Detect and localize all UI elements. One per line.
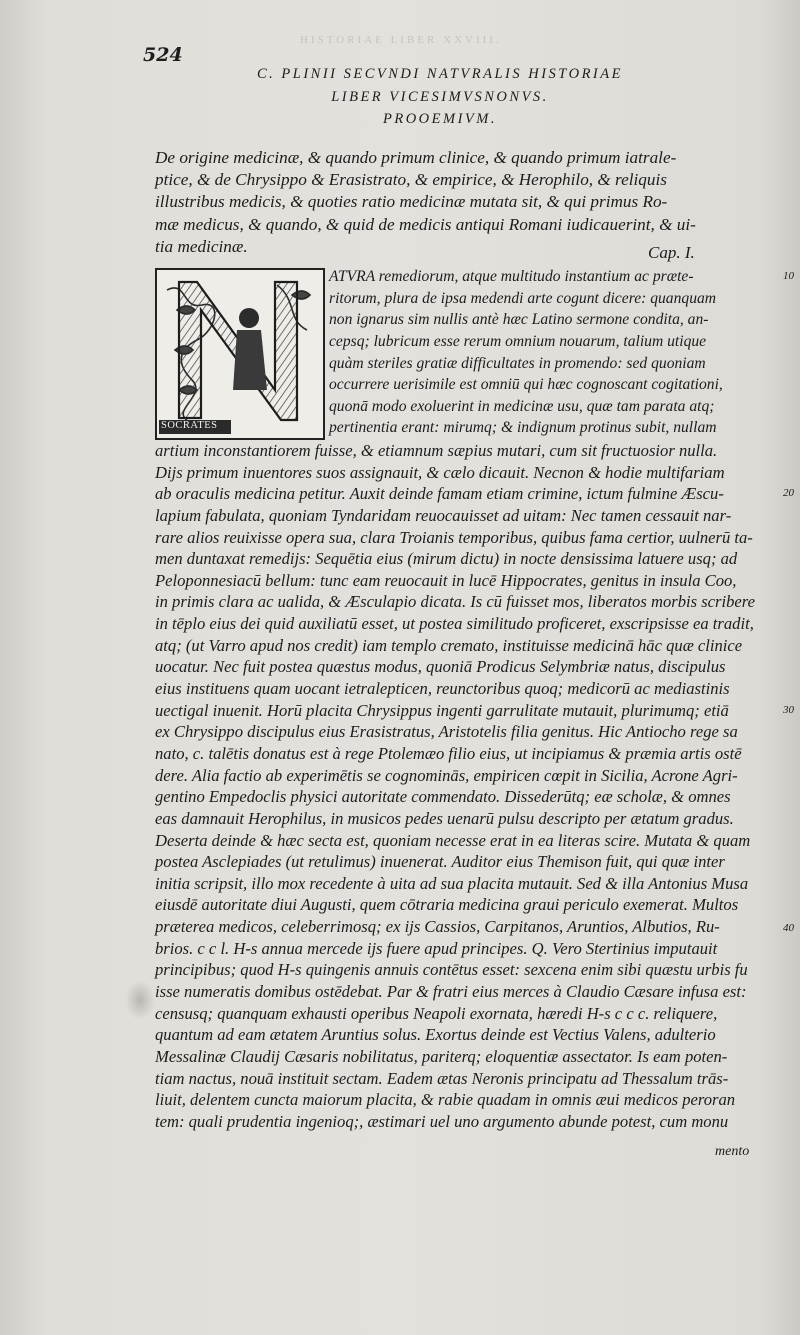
bleed-through-text: HISTORIAE LIBER XXVIII. (300, 34, 502, 46)
body-line: quonā modo exoluerint in medicinæ usu, quæ tam parata atq; (329, 397, 715, 415)
summary-line: De origine medicinæ, & quando primum clinice, & quando primum iatrale- (155, 148, 677, 167)
body-line: quantum ad eam ætatem Aruntius solus. Exortus deinde est Vectius Valens, adulterio (155, 1025, 716, 1045)
body-line: præterea medicos, celeberrimosq; ex ijs Cassios, Carpitanos, Aruntios, Albutios, Ru- (155, 917, 720, 937)
running-title: C. PLINII SECVNDI NATVRALIS HISTORIAE (257, 66, 623, 82)
page-number: 524 (143, 44, 183, 66)
body-line: non ignarus sim nullis antè hæc Latino sermone condita, an- (329, 311, 709, 329)
body-line: ATVRA remediorum, atque multitudo instantium ac præte- (329, 268, 694, 285)
body-line: rare alios reuixisse opera sua, clara Troianis temporibus, quibus fama certior, uulnerū ta- (155, 527, 753, 547)
body-line: liuit, delentem cuncta maiorum placita, & rabie quadam in omnis æui medicos peroran (155, 1090, 736, 1110)
body-line: brios. c c l. H-s annua mercede ijs fuere apud principes. Q. Vero Stertinius imputauit (155, 938, 718, 958)
section-title: PROOEMIVM. (383, 111, 497, 127)
margin-line-number: 40 (783, 922, 794, 934)
body-line: postea Asclepiades (ut retulimus) inuenerat. Auditor eius Themison fuit, qui quæ inter (155, 852, 725, 872)
body-line: nato, c. talētis donatus est à rege Ptolemæo filio eius, ut incipiamus & præmia artis ostē (155, 743, 742, 763)
book-title: LIBER VICESIMVSNONVS. (331, 89, 549, 105)
body-line: Peloponnesiacū bellum: tunc eam reuocauit in lucē Hippocrates, genitus in insula Coo, (155, 570, 737, 590)
body-line: Dijs primum inuentores suos assignauit, & cælo dicauit. Necnon & hodie multifariam (155, 462, 725, 482)
body-line: atq; (ut Varro apud nos credit) iam templo cremato, instituisse medicinā hāc quæ clinice (155, 635, 743, 655)
body-text-beside-initial (329, 266, 769, 439)
body-line: gentino Empedoclis physici autoritate commendato. Dissederūtq; eæ scholæ, & omnes (155, 787, 731, 807)
summary-line: illustribus medicis, & quoties ratio medicinæ mutata sit, & qui primus Ro- (155, 192, 668, 212)
body-line: eas damnauit Herophilus, in musicos pedes uenarū pulsu descripto per ætatum gradus. (155, 808, 734, 828)
summary-line: tia medicinæ. (155, 236, 248, 256)
woodcut-initial-image (157, 270, 323, 438)
body-line: lapium fabulata, quoniam Tyndaridam reuocauisset ad uitam: Nec tamen cessauit nar- (155, 505, 732, 525)
body-line: occurrere uerisimile est omniū qui hæc cognoscant cogitationi, (329, 376, 723, 394)
body-line: eiusdē autoritate diui Augusti, quem cōtraria medicina graui periculo exemerat. Multos (155, 895, 739, 915)
margin-line-number: 30 (783, 704, 794, 716)
margin-line-number: 10 (783, 270, 794, 282)
catchword: mento (715, 1144, 750, 1159)
body-line: cepsq; lubricum esse rerum omnium nouarum, talium utique (329, 332, 707, 350)
body-line: uocatur. Nec fuit postea quæstus modus, quoniā Prodicus Selymbriæ natus, discipulus (155, 657, 726, 677)
body-text (155, 440, 770, 1133)
initial-caption: SOCRATES (161, 420, 218, 431)
body-line: tiam nactus, nouā instituit sectam. Eadem ætas Neronis principatu ad Thessalum trās- (155, 1068, 729, 1088)
body-line: dere. Alia factio ab experimētis se cognominās, empiricen cœpit in Sicilia, Acrone Agri- (155, 765, 738, 785)
body-line: ritorum, plura de ipsa medendi arte cogunt dicere: quanquam (329, 289, 717, 307)
summary-line: ptice, & de Chrysippo & Erasistrato, & empirice, & Herophilo, & reliquis (155, 170, 667, 190)
body-line: isse numeratis domibus ostēdebat. Par & fratri eius merces à Claudio Cæsare infusa est: (155, 982, 747, 1002)
chapter-summary (155, 147, 767, 258)
paper-smudge (125, 980, 155, 1020)
body-line: Messalinæ Claudij Cæsaris nobilitatus, pariterq; eloquentiæ assectator. Is eam poten- (155, 1046, 728, 1066)
body-line: ex Chrysippo discipulus eius Erasistratus, Aristotelis filia genitus. Hic Antiocho rege sa (155, 722, 738, 742)
body-line: in primis clara ac ualida, & Æsculapio dicata. Is cū fuisset mos, liberatos morbis scribere (155, 592, 755, 612)
body-line: in tēplo eius dei quid auxiliatū esset, ut postea similitudo proficeret, exscripsisse ea tradit, (155, 614, 754, 634)
body-line: ab oraculis medicina petitur. Auxit deinde famam etiam crimine, ictum fulmine Æscu- (155, 484, 724, 504)
summary-line: mæ medicus, & quando, & quid de medicis antiqui Romani iudicauerint, & ui- (155, 214, 696, 234)
margin-line-number: 20 (783, 487, 794, 499)
body-line: Deserta deinde & hæc secta est, quoniam necesse erat in ea literas scire. Mutata & quam (155, 830, 751, 850)
body-line: eius instituens quam uocant ietralepticen, reunctoribus quoq; medicorū ac mediastinis (155, 679, 730, 699)
body-line: censusq; quanquam exhausti operibus Neapoli exornata, hæredi H-s c c c. reliquere, (155, 1003, 718, 1023)
body-line: initia scripsit, illo mox recedente à uita ad sua placita mutauit. Sed & illa Antonius Musa (155, 873, 749, 893)
body-line: men duntaxat remedijs: Sequētia eius (mirum dictu) in nocte densissima latuere usq; ad (155, 549, 738, 569)
decorated-initial (155, 268, 325, 440)
body-line: pertinentia erant: mirumq; & indignum protinus subit, nullam (329, 419, 717, 437)
body-line: principibus; quod H-s quingenis annuis contētus esset: sexcena enim sibi quæstu urbis fu (155, 960, 748, 980)
chapter-label: Cap. I. (648, 243, 695, 262)
body-line: quàm steriles gratiæ difficultates in promendo: sed quoniam (329, 354, 706, 372)
body-line: artium inconstantiorem fuisse, & etiamnum sæpius mutari, cum sit fructuosior nulla. (155, 441, 718, 460)
body-line: tem: quali prudentia ingenioq;, æstimari uel uno argumento abunde potest, cum monu (155, 1111, 729, 1131)
body-line: uectigal inuenit. Horū placita Chrysippus ingenti garrulitate mutauit, plurimumq; etiā (155, 700, 729, 720)
